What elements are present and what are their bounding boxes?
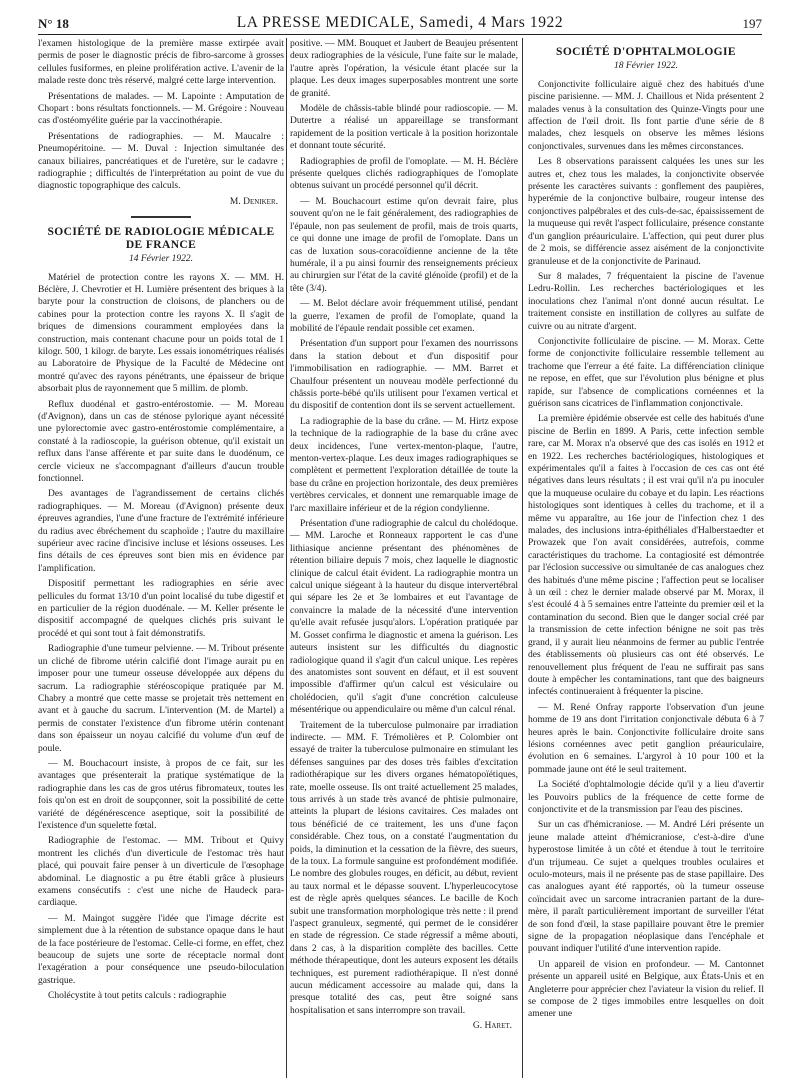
article-paragraph: Radiographie de l'estomac. — MM. Tribout et Quivy montrent les clichés d'un diverticule de l'estomac très haut placé, qui pouvait faire penser à un diverticule de l'œsophage abdominal. Le diagnostic a pu être établi grâce à plusieurs examens consécutifs : c'est une niche de Haudeck para-cardiaque.: [38, 836, 284, 909]
article-paragraph: — M. Bouchacourt estime qu'on devrait faire, plus souvent qu'on ne le fait généralement, des radiographies de l'épaule, non pas seulement de profil, mais de trois quarts, ce qui donne une image de profil de l'omoplate. Dans un cas de luxation sous-coracoïdienne ancienne de la tête humérale, il a pu ainsi fournir des renseignements précieux au chirurgien sur l'état de la cavité glénoïde (profil) et de la tête (3/4).: [290, 196, 518, 294]
signature: M. Deniker.: [229, 196, 278, 207]
section-rule: [131, 216, 191, 218]
article-paragraph: Présentations de malades. — M. Lapointe : Amputation de Chopart : bons résultats fonctionnels. — M. Grégoire : Nouveau cas d'ostéomyélite guérie par la vaccinothérapie.: [38, 91, 284, 127]
journal-title: LA PRESSE MEDICALE, Samedi, 4 Mars 1922: [236, 14, 564, 31]
article-paragraph: positive. — MM. Bouquet et Jaubert de Beaujeu présentent deux radiographies de la vésicule, l'une faite sur le malade, l'autre après l'opération, la vésicule étant placée sur la plaque. Les deux images superposables montrent une sorte de granité.: [290, 39, 518, 99]
society-heading: SOCIÉTÉ D'OPHTALMOLOGIE: [556, 46, 736, 58]
session-date: 14 Février 1922.: [128, 254, 194, 265]
article-paragraph: l'examen histologique de la première masse extirpée avait permis de poser le diagnostic précis de fibro-sarcome à grosses cellules fusiformes, en pleine prolifération active. L'avenir de la malade reste donc très réservé, malgré cette large intervention.: [38, 39, 284, 87]
article-paragraph: — M. René Onfray rapporte l'observation d'un jeune homme de 19 ans dont l'irritation conjonctivale débuta 6 à 7 heures après le bain. Conjonctivite folliculaire droite sans lésions cornéennes avec petit ganglion préauriculaire, évolution en 6 semaines. L'argyrol à 10 pour 100 et la pommade jaune ont été le seul traitement.: [528, 702, 764, 775]
article-paragraph: Dispositif permettant les radiographies en série avec pellicules du format 13/10 d'un point localisé du tube digestif et en particulier de la région duodénale. — M. Keller présente le dispositif accompagné de quelques clichés pris suivant le procédé et qui sont tout à fait démonstratifs.: [38, 579, 284, 639]
article-paragraph: — M. Maingot suggère l'idée que l'image décrite est simplement due à la rétention de substance opaque dans le haut de la face postérieure de l'estomac. Celle-ci forme, en effet, chez beaucoup de sujets une sorte de réceptacle normal dont l'exagération a pour conséquence une pseudo-biloculation gastrique.: [38, 913, 284, 986]
article-paragraph: Radiographie d'une tumeur pelvienne. — M. Tribout présente un cliché de fibrome utérin calcifié dont l'image aurait pu en imposer pour une tumeur osseuse développée aux dépens du sacrum. La radiographie stéréoscopique pratiquée par M. Chabry a montré que cette masse se projetait très nettement en avant et à gauche du sacrum. L'intervention (M. de Martel) a permis de constater l'existence d'un fibrome utérin contenant dans son épaisseur un noyau calcifié du volume d'un œuf de poule.: [38, 644, 284, 754]
article-paragraph: Sur un cas d'hémicraniose. — M. André Léri présente un jeune malade atteint d'hémicraniose, c'est-à-dire d'une hyperostose limitée à un côté et étendue à tout le territoire d'un trijumeau. Ce sujet a quelques troubles oculaires et oculo-moteurs, mais il ne présente pas de stase papillaire. Des cas analogues ayant été rapportés, où la tumeur osseuse coïncidait avec un sarcome intracranien partant de la dure-mère, il paraît particulièrement important de surveiller l'état de son fond d'œil, la stase papillaire pouvant être le premier signe de la propagation néoplasique dans l'encéphale et pouvant indiquer l'utilité d'une intervention rapide.: [528, 820, 764, 955]
issue-number: N° 18: [38, 16, 69, 31]
header-rule: [38, 34, 762, 35]
article-paragraph: Reflux duodénal et gastro-entérostomie. — M. Moreau (d'Avignon), dans un cas de sténose pylorique ayant nécessité une pylorectomie avec gastro-entérostomie complémentaire, a constaté à la radioscopie, la guérison obtenue, qu'il existait un reflux dans l'anse afférente et par suite dans le duodénum, ce cercle vicieux ne s'accompagnant d'ailleurs d'aucun trouble fonctionnel.: [38, 399, 284, 484]
article-paragraph: La Société d'ophtalmologie décide qu'il y a lieu d'avertir les Pouvoirs publics de la fréquence de cette forme de conjonctivite et de la transmission par l'eau des piscines.: [528, 780, 764, 815]
page-number: 197: [742, 16, 762, 31]
session-date: 18 Février 1922.: [613, 61, 679, 72]
column-left: [38, 38, 284, 1078]
article-paragraph: La radiographie de la base du crâne. — M. Hirtz expose la technique de la radiographie de la base du crâne avec deux incidences, l'une vertex-menton-plaque, l'autre, menton-vertex-plaque. Les deux images radiographiques se complètent et permettent l'exploration détaillée de toute la base du crâne en projection horizontale, des deux premières vertèbres cervicales, et donnent une remarquable image de l'arc maxillaire inférieur et de la région condylienne.: [290, 416, 518, 514]
society-heading: SOCIÉTÉ DE RADIOLOGIE MÉDICALE DE FRANCE: [47, 226, 275, 251]
signature: G. Haret.: [472, 1021, 512, 1032]
article-paragraph: Radiographies de profil de l'omoplate. — M. H. Béclère présente quelques clichés radiographiques de l'omoplate obtenus suivant un procédé personnel qu'il décrit.: [290, 156, 518, 192]
column-divider: [286, 38, 287, 1078]
article-paragraph: Cholécystite à tout petits calculs : radiographie: [48, 991, 227, 1002]
article-paragraph: — M. Bouchacourt insiste, à propos de ce fait, sur les avantages que présenterait la pratique systématique de la radiographie dans les cas de gros utérus fibromateux, toutes les fois qu'on est en droit de soupçonner, soit la possibilité de cette variété de dégénérescence aseptique, soit la possibilité de l'existence d'un squelette fœtal.: [38, 758, 284, 831]
article-paragraph: Présentation d'un support pour l'examen des nourrissons dans la station debout et d'un dispositif pour l'immobilisation en radiographie. — MM. Barret et Chaulfour présentent un nouveau modèle perfectionné du châssis porte-bébé qu'ils utilisent pour l'examen vertical et du dispositif de contention dont ils se servent actuellement.: [290, 339, 518, 412]
article-paragraph: Présentation d'une radiographie de calcul du cholédoque. — MM. Laroche et Ronneaux rapportent le cas d'une lithiasique ancienne présentant des phénomènes de rétention biliaire depuis 7 mois, chez laquelle le diagnostic clinique de calcul était évident. La radiographie montra un calcul unique siégeant à la hauteur du disque intervertébral qui sépare les 2e et 3e lombaires et eut l'avantage de convaincre la malade de la nécessité d'une intervention qu'elle avait refusée jusqu'alors. L'opération pratiquée par M. Gosset confirma le diagnostic et amena la guérison. Les auteurs insistent sur les difficultés du diagnostic radiologique quand il s'agit d'un calcul unique. Les repères des anatomistes sont souvent en défaut, et il est souvent impossible d'affirmer qu'un calcul est vésiculaire ou cholédocien, qu'il s'agit d'une concrétion calculeuse mésentérique ou appendiculaire ou même d'un calcul rénal.: [290, 519, 518, 716]
article-paragraph: Conjonctivite folliculaire aiguë chez des habitués d'une piscine parisienne. — MM. J. Chaillous et Nida présentent 2 malades venus à la consultation des Quinze-Vingts pour une affection de l'œil droit. Ils font partie d'une série de 8 malades, chez lesquels on observe les mêmes lésions conjonctivales, survenues dans les mêmes circonstances.: [528, 79, 764, 152]
article-paragraph: Un appareil de vision en profondeur. — M. Cantonnet présente un appareil usité en Belgique, aux États-Unis et en Angleterre pour apprécier chez l'aviateur la vision du relief. Il se compose de 2 tiges immobiles entre lesquelles on doit amener une: [528, 959, 764, 1020]
column-right: [528, 38, 764, 1078]
article-paragraph: La première épidémie observée est celle des habitués d'une piscine de Berlin en 1899. A Paris, cette infection semble rare, car M. Morax n'a observé que des cas isolés en 1912 et en 1922. Les recherches bactériologiques, histologiques et expérimentales qu'il a faites à l'occasion de ces cas ont été négatives dans leurs résultats ; il est vrai qu'il n'a pu inoculer que la muqueuse oculaire du cobaye et du lapin. Les réactions histologiques sont identiques à celles du trachome, et il a même vu apparaître, au 16e jour de l'infection chez 1 des malades, des inclusions intra-épithéliales d'Halberstaedter et Prowazek que l'on avait considérées, autrefois, comme caractéristiques du trachome. La contagiosité est démontrée par l'éclosion successive ou simultanée de cas analogues chez des habitués d'une même piscine ; l'affection peut se localiser à un œil : chez le dernier malade observé par M. Morax, il s'est écoulé 4 à 5 semaines entre l'atteinte du premier œil et la contamination du second. Bien que le danger social créé par la transmission de cette infection bénigne ne soit pas très grand, il y aurait lieu néanmoins de fermer au public l'entrée des établissements où plusieurs cas ont été observés. Le renouvellement plus fréquent de l'eau ne suffirait pas sans doute à empêcher les contaminations, tant que des baigneurs infectés continueraient à fréquenter la piscine.: [528, 414, 764, 698]
article-paragraph: Conjonctivite folliculaire de piscine. — M. Morax. Cette forme de conjonctivite folliculaire ressemble tellement au trachome que l'erreur a été faite. La différenciation clinique ne repose, en effet, que sur l'évolution plus bénigne et plus rapide, sur l'absence de complications cornéennes et la guérison sans cicatrices de l'inflammation conjonctivale.: [528, 336, 764, 409]
column-divider: [522, 38, 523, 1078]
article-paragraph: Les 8 observations paraissent calquées les unes sur les autres et, chez tous les malades, la conjonctivite observée présente les caractères suivants : gonflement des paupières, hyperémie de la conjonctive bulbaire, rougeur intense des conjonctives palpébrales et des culs-de-sac, épaississement de la muqueuse qui revêt l'aspect folliculaire, présence constante d'un ganglion préauriculaire. L'affection, qui peut durer plus de 2 mois, se différencie assez aisément de la conjonctivite granuleuse et de la conjonctivite de Parinaud.: [528, 157, 764, 267]
article-paragraph: Des avantages de l'agrandissement de certains clichés radiographiques. — M. Moreau (d'Avignon) présente deux épreuves agrandies, l'une d'une fracture de l'extrémité inférieure du radius avec ébréchement du scaphoïde ; l'autre du maxillaire supérieur avec racine d'incisive incluse et lésions osseuses. Les fins détails de ces épreuves sont bien mis en évidence par l'amplification.: [38, 489, 284, 574]
column-middle: [290, 38, 518, 1078]
page-header: [38, 10, 762, 36]
article-paragraph: Sur 8 malades, 7 fréquentaient la piscine de l'avenue Ledru-Rollin. Les recherches bactériologiques et les inoculations chez l'animal n'ont donné aucun résultat. Le traitement consiste en instillation de collyres au sulfate de cuivre ou au nitrate d'argent.: [528, 271, 764, 332]
article-paragraph: Présentations de radiographies. — M. Maucalre : Pneumopéritoine. — M. Duval : Injection simultanée des canaux biliaires, pancréatiques et de l'uretère, sur le cadavre ; radiographie ; difficultés de l'interprétation au point de vue du diagnostic topographique des calculs.: [38, 131, 284, 192]
article-paragraph: Modèle de châssis-table blindé pour radioscopie. — M. Dutertre a réalisé un appareillage se transformant rapidement de la position verticale à la position horizontale et donnant toute sécurité.: [290, 104, 518, 152]
article-paragraph: — M. Belot déclare avoir fréquemment utilisé, pendant la guerre, l'examen de profil de l'omoplate, quand la mobilité de l'épaule rendait possible cet examen.: [290, 299, 518, 334]
article-paragraph: Matériel de protection contre les rayons X. — MM. H. Béclère, J. Chevrotier et H. Lumière présentent des briques à la baryte pour la construction de cloisons, de planchers ou de cabines pour la protection contre les rayons X. Il s'agit de briques de dimensions couramment employées dans la construction, mais contenant chacune pour un poids total de 1 kilogr. 500, 1 kilogr. de baryte. Les essais ionométriques réalisés au Laboratoire de Physique de la Faculté de Médecine ont montré qu'avec des rayons pénétrants, une épaisseur de brique absorbait plus de rayonnement que 5 millim. de plomb.: [38, 272, 284, 395]
article-paragraph: Traitement de la tuberculose pulmonaire par irradiation indirecte. — MM. F. Trémolières et P. Colombier ont essayé de traiter la tuberculose pulmonaire en stimulant les défenses sanguines par des doses très faibles d'excitation radiothérapique sur les divers organes hématopoïétiques, rate, moelle osseuse. Ils ont traité actuellement 25 malades, tous arrivés à un stade très avancé de phtisie pulmonaire, atteints la plupart de lésions cavitaires. Ces malades ont tous bénéficié de ce traitement, les uns d'une façon considérable. Chez tous, on a constaté l'augmentation du poids, la diminution et la cessation de la fièvre, des sueurs, de la toux. La formule sanguine est profondément modifiée. Le nombre des globules rouges, en déficit, au début, revient au taux normal et le dépasse souvent. L'hyperleucocytose est de règle après quelques séances. Le bacille de Koch subit une transformation morphologique très nette : il prend l'aspect granuleux, segmenté, qui permet de le considérer en stade de régression. Ce stade régressif a même abouti, dans 2 cas, à la disparition complète des bacilles. Cette méthode thérapeutique, dont les auteurs exposent les détails techniques, est purement radiothérapique. Il n'est donné aucun médicament accessoire au malade qui, dans la presque totalité des cas, peut être soigné sans hospitalisation et sans interrompre son travail.: [290, 720, 518, 1016]
